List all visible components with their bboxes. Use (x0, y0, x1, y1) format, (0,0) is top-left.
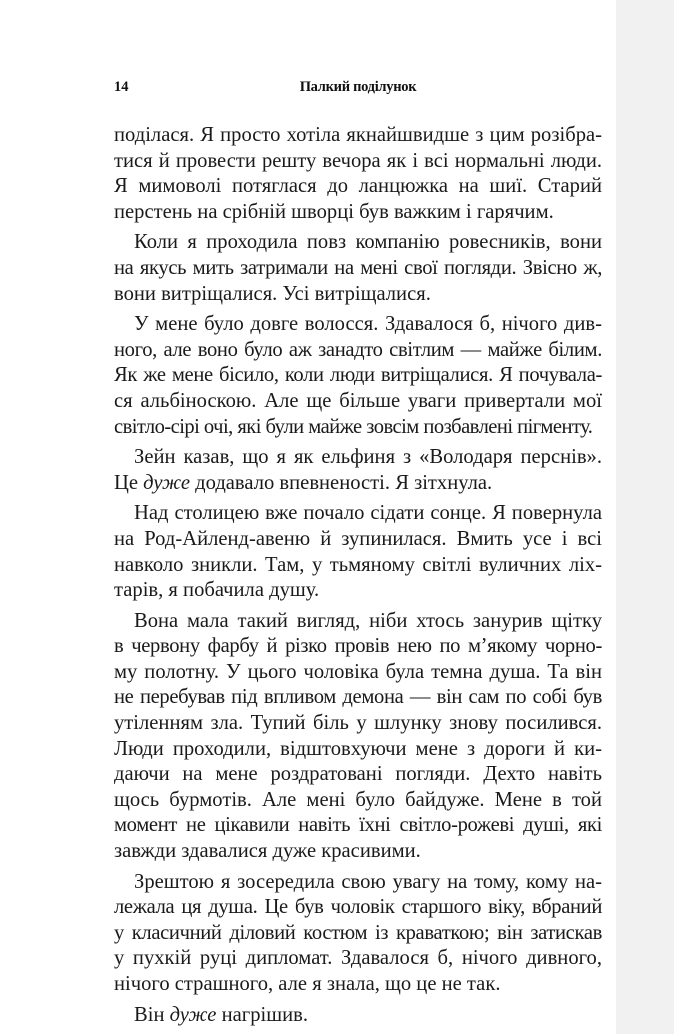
text-line: Зейн казав, що я як ельфиня з «Володаря перснів». (134, 446, 602, 469)
text-line: в червону фарбу й різко провів нею по м’якому чорно- (114, 635, 602, 658)
paragraph-8 (114, 1003, 602, 1029)
text-line: му полотну. У цього чоловіка була темна душа. Та він (114, 660, 602, 683)
text-line: Люди проходили, відштовхуючи мене з дороги й ки- (114, 737, 602, 760)
text-line: у класичний діловий костюм із краваткою; він затискав (114, 921, 602, 944)
text-line: Коли я проходила повз компанію ровесників, вони (134, 231, 602, 254)
text-line: у пухкій руці дипломат. Здавалося б, нічого дивного, (114, 947, 602, 970)
text-line: тися й провести решту вечора як і всі нормальні люди. (114, 149, 602, 172)
text-line: Це дуже додавало впевненості. Я зітхнула. (114, 471, 493, 494)
emphasis-word: дуже (169, 1003, 217, 1026)
text-line: Над столицею вже почало сідати сонце. Я повернула (134, 502, 602, 525)
text-line: щось бурмотів. Але мені було байдуже. Мене в той (114, 788, 602, 811)
text-line: Він дуже нагрішив. (134, 1003, 308, 1026)
text-line: ся альбіноскою. Але ще більше уваги привертали мої (114, 389, 602, 412)
emphasis-word: дуже (143, 471, 190, 494)
text-line: на якусь мить затримали на мені свої погляди. Звісно ж, (114, 256, 602, 279)
text-line: на Род-Айленд-авеню й зупинилася. Вмить усе і всі (114, 527, 602, 550)
body-text (114, 123, 602, 1033)
text-line: не перебував під впливом демона — він сам по собі був (114, 686, 602, 709)
paragraph-3 (114, 312, 602, 440)
text-line: Вона мала такий вигляд, ніби хтось занурив щітку (134, 609, 602, 632)
text-line: лежала ця душа. Це був чоловік старшого віку, вбраний (114, 896, 602, 919)
text-line: утіленням зла. Тупий біль у шлунку знову посилився. (114, 712, 602, 735)
text-line: Зрештою я зосередила свою увагу на тому, кому на- (134, 870, 602, 893)
text-line: перстень на срібній шворці був важким і гарячим. (114, 200, 554, 223)
running-header (114, 79, 602, 101)
text-line: ного, але воно було аж занадто світлим — майже білим. (114, 338, 602, 361)
paragraph-6 (114, 609, 602, 865)
text-line: У мене було довге волосся. Здавалося б, нічого див- (134, 313, 602, 336)
running-title: Палкий поділунок (299, 79, 417, 95)
text-line: поділася. Я просто хотіла якнайшвидше з цим розібра- (114, 124, 602, 146)
text-line: вони витріщалися. Усі витріщалися. (114, 282, 431, 305)
text-line: завжди здавалися дуже красивими. (114, 840, 421, 863)
paragraph-1 (114, 123, 602, 225)
page-number: 14 (114, 79, 129, 95)
paragraph-5 (114, 501, 602, 603)
text-line: нічого страшного, але я знала, що це не так. (114, 973, 501, 995)
text-line: світло-сірі очі, які були майже зовсім позбавлені пігменту. (114, 415, 593, 438)
text-line: даючи на мене роздратовані погляди. Дехто навіть (114, 763, 602, 786)
text-line: Я мимоволі потяглася до ланцюжка на шиї. Старий (114, 175, 602, 198)
text-line: навколо зникли. Там, у тьмяному світлі вуличних ліх- (114, 553, 602, 576)
paragraph-4 (114, 445, 602, 496)
text-line: тарів, я побачила душу. (114, 579, 320, 602)
text-line: момент не цікавили навіть їхні світло-рожеві душі, які (114, 814, 602, 837)
paragraph-7 (114, 870, 602, 998)
text-line: Як же мене бісило, коли люди витріщалися. Я почувала- (114, 364, 602, 387)
page-edge-shadow (616, 0, 674, 1034)
paragraph-2 (114, 230, 602, 307)
